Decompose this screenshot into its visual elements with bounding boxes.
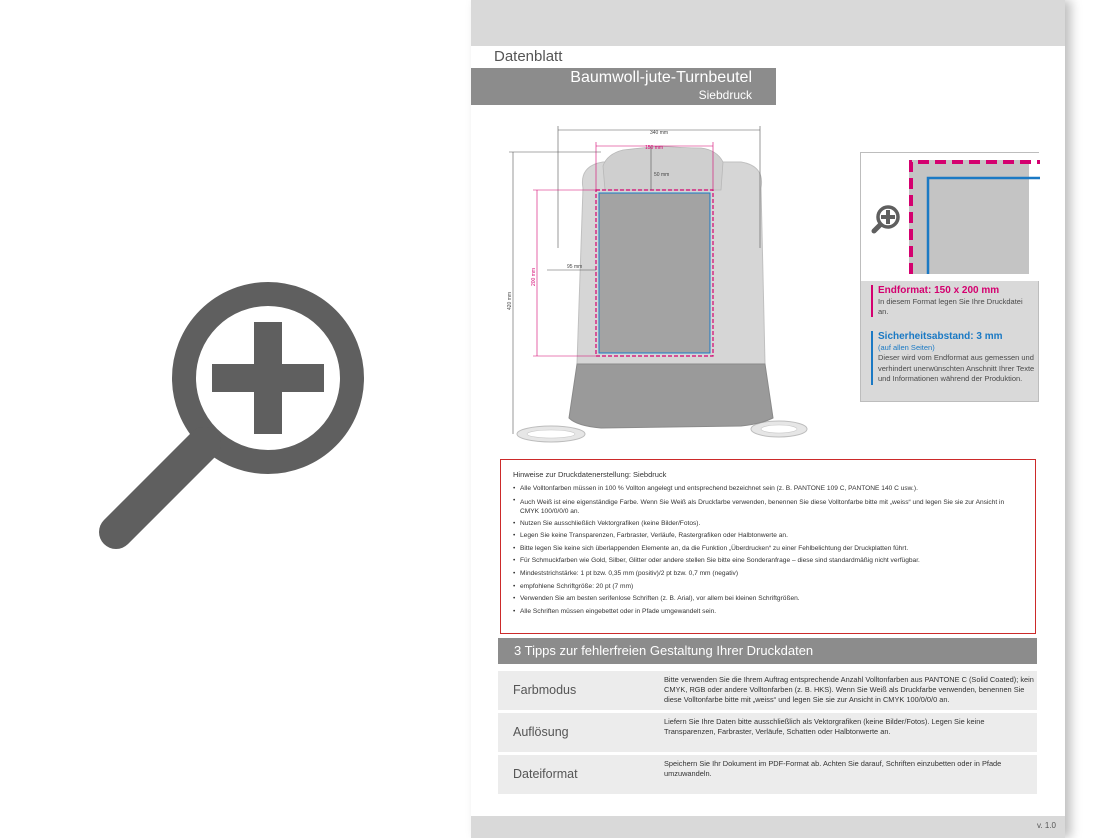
top-band (471, 0, 1065, 46)
tip-text: Liefern Sie Ihre Daten bitte ausschließlich als Vektorgrafiken (keine Bilder/Fotos). Legen Sie keine Transparenzen, Farbraster, Verläufe, Schatten oder Halbtonwerte an. (664, 717, 985, 736)
endformat-info (871, 285, 1035, 317)
dim-side-offset-label: 95 mm (567, 264, 583, 270)
tip-text: Speichern Sie Ihr Dokument im PDF-Format ab. Achten Sie darauf, Schriften einzubetten oder in Pfade umzuwandeln. (664, 759, 1002, 778)
hint-item: • Auch Weiß ist eine eigenständige Farbe. Wenn Sie Weiß als Druckfarbe verwenden, benennen Sie diese Volltonfarbe bitte mit „weiss“ und legen Sie sie zur Ansicht in CMYK 100/0/0/0 an. (513, 496, 1023, 518)
tip-text: Bitte verwenden Sie die Ihrem Auftrag entsprechende Anzahl Volltonfarben aus PANTONE C (Solid Coated); kein CMYK, RGB oder andere Volltonfarben (z. B. HKS). Wenn Sie Weiß als Druckfarbe verwenden, benennen Sie diese Volltonfarbe bitte mit „weiss“ und legen Sie sie zur Ansicht in CMYK 100/0/0/0 an. (664, 675, 1034, 704)
product-subtitle: Siebdruck (698, 88, 752, 102)
tip-row-file-format (498, 755, 1037, 794)
hint-item: • Alle Schriften müssen eingebettet oder in Pfade umgewandelt sein. (513, 606, 1023, 619)
corner-detail-box (860, 152, 1039, 402)
tip-label: Farbmodus (513, 683, 577, 697)
zoom-in-icon[interactable] (92, 278, 368, 554)
hints-list (513, 483, 1023, 618)
tip-label: Dateiformat (513, 767, 578, 781)
hint-item: • Verwenden Sie am besten serifenlose Schriften (z. B. Arial), vor allem bei kleinen Schriftgrößen. (513, 593, 1023, 606)
safety-margin-info (871, 331, 1035, 385)
corner-detail-graphic (861, 153, 1040, 281)
hint-item: • Für Schmuckfarben wie Gold, Silber, Glitter oder andere stellen Sie bitte eine Sonderanfrage – diese sind standardmäßig nicht verfügbar. (513, 555, 1023, 568)
safety-subtitle: (auf allen Seiten) (878, 343, 935, 352)
safety-title: Sicherheitsabstand: 3 mm (878, 331, 1003, 342)
bag-diagram (507, 118, 811, 450)
version-label: v. 1.0 (1037, 821, 1056, 830)
dim-width-label: 340 mm (649, 130, 669, 136)
endformat-text: In diesem Format legen Sie Ihre Druckdatei an. (878, 297, 1023, 316)
tip-row-color-mode (498, 671, 1037, 710)
bottom-band (471, 816, 1065, 838)
hint-item: • Legen Sie keine Transparenzen, Farbraster, Verläufe, Rastergrafiken oder Halbtonwerte an. (513, 530, 1023, 543)
tips-heading: 3 Tipps zur fehlerfreien Gestaltung Ihrer Druckdaten (498, 638, 1037, 664)
hints-title: Hinweise zur Druckdatenerstellung: Siebdruck (513, 470, 667, 479)
hint-item: • Nutzen Sie ausschließlich Vektorgrafiken (keine Bilder/Fotos). (513, 518, 1023, 531)
safety-text: Dieser wird vom Endformat aus gemessen und verhindert unerwünschten Anschnitt Ihrer Texte und Informationen während der Produktion. (878, 353, 1035, 383)
tip-label: Auflösung (513, 725, 569, 739)
dim-top-offset-label: 50 mm (654, 172, 670, 178)
product-title: Baumwoll-jute-Turnbeutel (570, 69, 752, 86)
dim-total-height-label: 420 mm (507, 291, 513, 310)
endformat-title: Endformat: 150 x 200 mm (878, 285, 1000, 296)
hint-item: • Alle Volltonfarben müssen in 100 % Vollton angelegt und entsprechend bezeichnet sein (z. B. PANTONE 109 C, PANTONE 140 C usw.). (513, 483, 1023, 496)
hint-item: • empfohlene Schriftgröße: 20 pt (7 mm) (513, 581, 1023, 594)
datasheet-page (471, 0, 1065, 838)
sheet-label: Datenblatt (471, 46, 591, 68)
hint-item: • Mindeststrichstärke: 1 pt bzw. 0,35 mm (positiv)/2 pt bzw. 0,7 mm (negativ) (513, 568, 1023, 581)
print-hints-box (500, 459, 1036, 634)
dim-print-height-label: 200 mm (531, 267, 537, 286)
dim-print-width-label: 150 mm (644, 145, 664, 151)
title-band (471, 68, 776, 105)
hint-item: • Bitte legen Sie keine sich überlappenden Elemente an, da die Funktion „Überdrucken“ zu einer Fehlbelichtung der Druckplatten führt. (513, 543, 1023, 556)
tip-row-resolution (498, 713, 1037, 752)
